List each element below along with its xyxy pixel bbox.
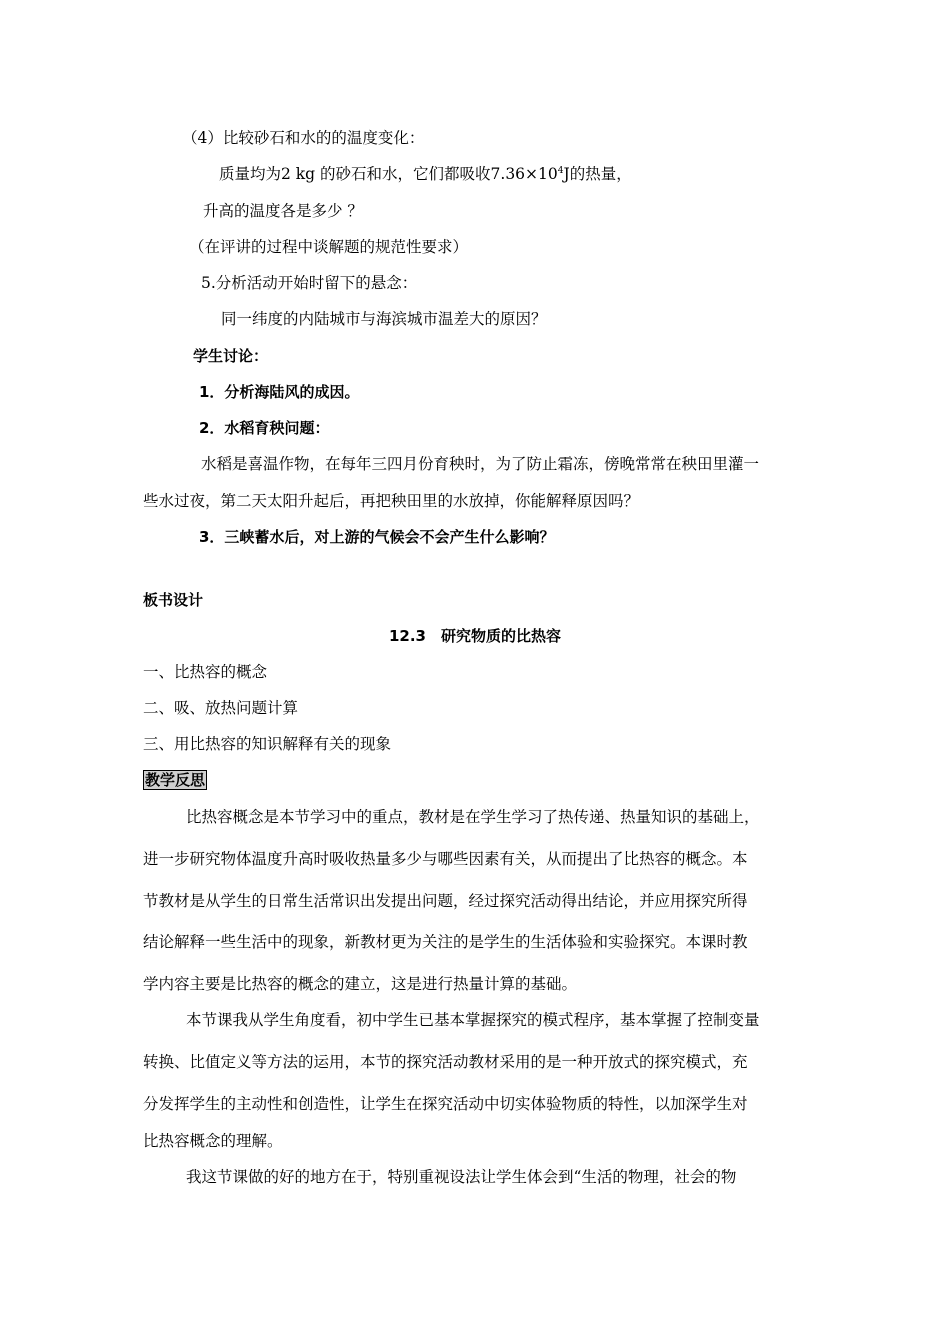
part4-question bbox=[219, 164, 632, 184]
board-item-3: 三、用比热容的知识解释有关的现象 bbox=[143, 735, 392, 753]
reflection-p2-line1: 本节课我从学生角度看，初中学生已基本掌握探究的模式程序，基本掌握了控制变量 bbox=[186, 1011, 760, 1029]
reflection-p1-line3: 节教材是从学生的日常生活常识出发提出问题，经过探究活动得出结论，并应用探究所得 bbox=[143, 892, 748, 910]
reflection-p1-line1: 比热容概念是本节学习中的重点，教材是在学生学习了热传递、热量知识的基础上， bbox=[186, 808, 760, 826]
reflection-p2-line2: 转换、比值定义等方法的运用，本节的探究活动教材采用的是一种开放式的探究模式，充 bbox=[143, 1053, 748, 1071]
reflection-p3-line1: 我这节课做的好的地方在于，特别重视设法让学生体会到“生活的物理，社会的物 bbox=[186, 1168, 737, 1186]
discussion-item-3: 3．三峡蓄水后，对上游的气候会不会产生什么影响？ bbox=[199, 528, 555, 546]
discussion-item-1: 1．分析海陆风的成因。 bbox=[199, 383, 360, 401]
discussion-heading: 学生讨论： bbox=[193, 347, 269, 365]
reflection-heading bbox=[143, 770, 207, 790]
board-item-2: 二、吸、放热问题计算 bbox=[143, 699, 299, 717]
part4-question-text: 质量均为2 kg 的砂石和水，它们都吸收7.36×10 bbox=[219, 165, 558, 183]
part4-question-exponent: 4 bbox=[557, 166, 564, 176]
part4-question-unit: J的热量， bbox=[563, 165, 632, 183]
discussion-item-2-text-line2: 些水过夜，第二天太阳升起后，再把秧田里的水放掉，你能解释原因吗？ bbox=[143, 492, 640, 510]
reflection-heading-highlight: 教学反思 bbox=[145, 771, 206, 789]
reflection-p1-line4: 结论解释一些生活中的现象，新教材更为关注的是学生的生活体验和实验探究。本课时教 bbox=[143, 933, 748, 951]
board-title: 12.3 研究物质的比热容 bbox=[388, 627, 561, 645]
part5-heading: 5.分析活动开始时留下的悬念： bbox=[201, 274, 418, 292]
reflection-p2-line3: 分发挥学生的主动性和创造性，让学生在探究活动中切实体验物质的特性，以加深学生对 bbox=[143, 1095, 748, 1113]
reflection-p2-line4: 比热容概念的理解。 bbox=[143, 1132, 283, 1150]
reflection-p1-line5: 学内容主要是比热容的概念的建立，这是进行热量计算的基础。 bbox=[143, 975, 578, 993]
board-heading: 板书设计 bbox=[143, 591, 204, 609]
part4-question-line2: 升高的温度各是多少 ？ bbox=[203, 202, 363, 220]
part4-heading: （4）比较砂石和水的的温度变化： bbox=[182, 129, 425, 147]
board-item-1: 一、比热容的概念 bbox=[143, 663, 268, 681]
discussion-item-2-text-line1: 水稻是喜温作物，在每年三四月份育秧时，为了防止霜冻，傍晚常常在秧田里灌一 bbox=[201, 455, 760, 473]
reflection-p1-line2: 进一步研究物体温度升高时吸收热量多少与哪些因素有关，从而提出了比热容的概念。本 bbox=[143, 850, 748, 868]
part5-question: 同一纬度的内陆城市与海滨城市温差大的原因？ bbox=[221, 310, 547, 328]
discussion-item-2: 2．水稻育秧问题： bbox=[199, 419, 330, 437]
part4-note: （在评讲的过程中谈解题的规范性要求） bbox=[189, 238, 469, 256]
